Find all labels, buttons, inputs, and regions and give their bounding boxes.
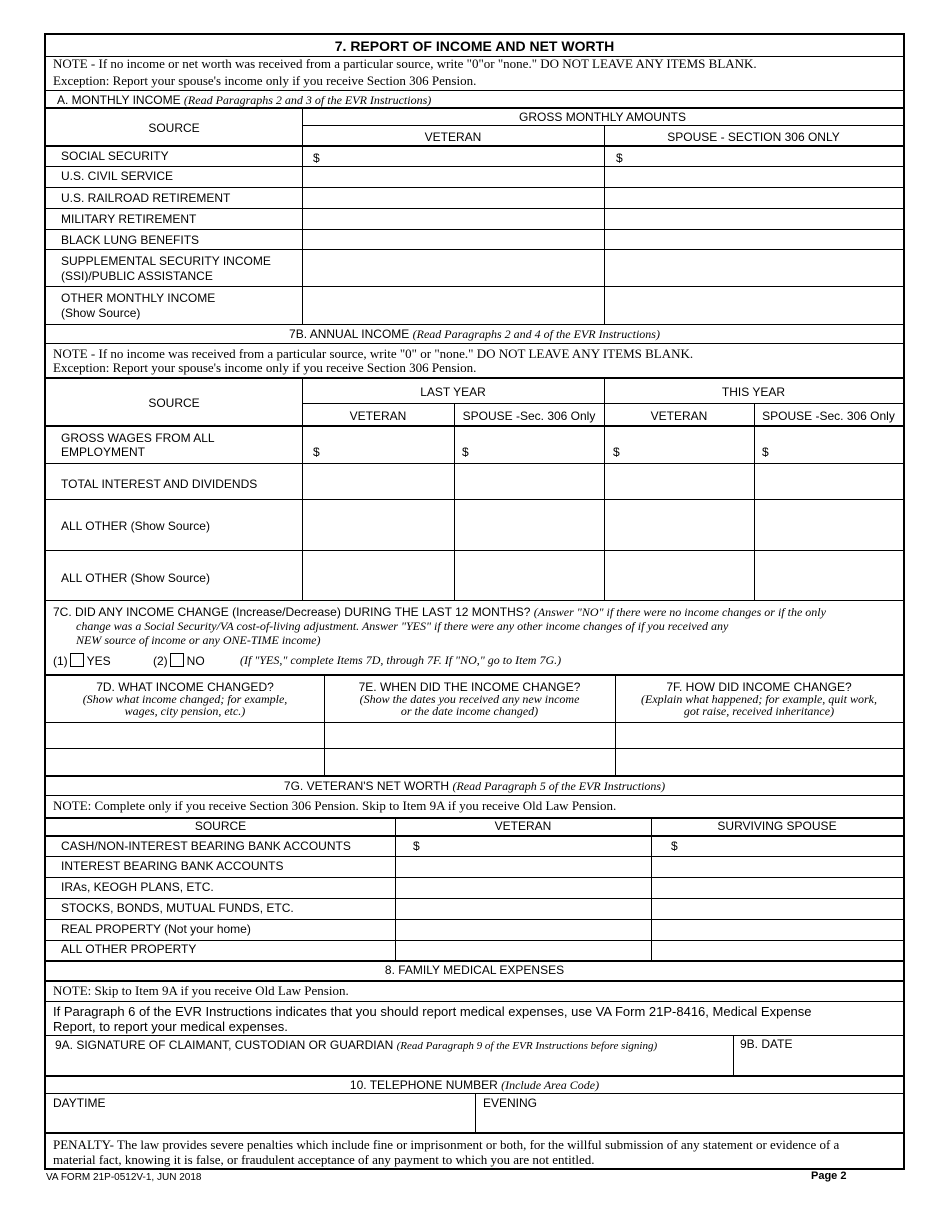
daytime-phone-field[interactable]: [46, 1109, 475, 1131]
item-7f-sub2: got raise, received inheritance): [683, 704, 835, 718]
section-title: 7. REPORT OF INCOME AND NET WORTH: [334, 38, 615, 54]
income-net-worth-form: [44, 33, 905, 1170]
annual-row-other-2: ALL OTHER (Show Source): [61, 571, 210, 585]
item-7d-sub1: (Show what income changed; for example,: [82, 692, 288, 706]
item-7f-title: 7F. HOW DID INCOME CHANGE?: [666, 680, 852, 694]
signature-label: 9A. SIGNATURE OF CLAIMANT, CUSTODIAN OR GUARDIAN (Read Paragraph 9 of the EVR Instructions before signing): [55, 1038, 658, 1052]
penalty-line1: PENALTY- The law provides severe penalties which include fine or imprisonment or both, for the willful submission of any statement or evidence of a: [53, 1137, 840, 1152]
no-option[interactable]: (2) NO: [153, 654, 205, 668]
annual-row-wages-line2: EMPLOYMENT: [61, 445, 146, 459]
yes-option[interactable]: (1) YES: [53, 654, 111, 668]
annual-dollar-2: $: [462, 445, 469, 459]
monthly-veteran-header: VETERAN: [424, 130, 482, 144]
item-7d-sub2: wages, city pension, etc.): [124, 704, 246, 718]
item-7e-title: 7E. WHEN DID THE INCOME CHANGE?: [358, 680, 581, 694]
daytime-label: DAYTIME: [53, 1096, 106, 1110]
this-year-header: THIS YEAR: [721, 385, 786, 399]
gross-monthly-header: GROSS MONTHLY AMOUNTS: [519, 110, 686, 124]
net-worth-row-cash: CASH/NON-INTEREST BEARING BANK ACCOUNTS: [61, 839, 351, 853]
income-change-instruction: (If "YES," complete Items 7D, through 7F. If "NO," go to Item 7G.): [240, 653, 562, 667]
page-number: Page 2: [811, 1170, 847, 1182]
medical-heading: 8. FAMILY MEDICAL EXPENSES: [384, 963, 565, 977]
monthly-row-ssi-line2: (SSI)/PUBLIC ASSISTANCE: [61, 269, 213, 283]
net-worth-row-interest: INTEREST BEARING BANK ACCOUNTS: [61, 859, 284, 873]
annual-dollar-4: $: [762, 445, 769, 459]
monthly-row-social-security: SOCIAL SECURITY: [61, 149, 169, 163]
net-worth-source-header: SOURCE: [194, 819, 247, 833]
net-worth-note: NOTE: Complete only if you receive Section 306 Pension. Skip to Item 9A if you receive Old Law Pension.: [53, 798, 617, 813]
monthly-row-black-lung: BLACK LUNG BENEFITS: [61, 233, 200, 247]
yes-checkbox[interactable]: [70, 653, 84, 667]
form-id: VA FORM 21P-0512V-1, JUN 2018: [46, 1172, 202, 1183]
monthly-source-header: SOURCE: [148, 121, 200, 135]
last-year-header: LAST YEAR: [420, 385, 486, 399]
item-7e-sub2: or the date income changed): [400, 704, 539, 718]
medical-note: NOTE: Skip to Item 9A if you receive Old Law Pension.: [53, 983, 349, 998]
net-worth-veteran-header: VETERAN: [494, 819, 552, 833]
evening-phone-field[interactable]: [476, 1109, 903, 1131]
penalty-line2: material fact, knowing it is false, or fraudulent acceptance of any payment to which you are not entitled.: [53, 1152, 595, 1167]
section-note-line1: NOTE - If no income or net worth was received from a particular source, write "0"or "none." DO NOT LEAVE ANY ITEMS BLANK.: [53, 56, 757, 71]
net-worth-spouse-header: SURVIVING SPOUSE: [717, 819, 837, 833]
net-worth-row-ira: IRAs, KEOGH PLANS, ETC.: [61, 880, 214, 894]
item-7e-sub1: (Show the dates you received any new income: [359, 692, 580, 706]
net-worth-row-real-property: REAL PROPERTY (Not your home): [61, 922, 251, 936]
no-checkbox[interactable]: [170, 653, 184, 667]
last-year-spouse-header: SPOUSE -Sec. 306 Only: [462, 409, 596, 423]
monthly-veteran-dollar: $: [313, 151, 320, 165]
date-label: 9B. DATE: [740, 1037, 793, 1051]
item-7d-title: 7D. WHAT INCOME CHANGED?: [96, 680, 274, 694]
net-worth-row-other: ALL OTHER PROPERTY: [61, 942, 197, 956]
annual-income-heading: 7B. ANNUAL INCOME (Read Paragraphs 2 and 4 of the EVR Instructions): [289, 327, 660, 341]
monthly-row-ssi-line1: SUPPLEMENTAL SECURITY INCOME: [61, 254, 271, 268]
income-change-question-line2: change was a Social Security/VA cost-of-living adjustment. Answer "YES" if there were any other income changes of if you received any: [76, 619, 729, 633]
monthly-row-other-line2: (Show Source): [61, 306, 141, 320]
annual-source-header: SOURCE: [148, 396, 200, 410]
medical-text-line2: Report, to report your medical expenses.: [53, 1019, 288, 1034]
income-change-question-line3: NEW source of income or any ONE-TIME income): [76, 633, 321, 647]
annual-note-line1: NOTE - If no income was received from a particular source, write "0" or "none." DO NOT LEAVE ANY ITEMS BLANK.: [53, 346, 694, 361]
annual-row-wages-line1: GROSS WAGES FROM ALL: [61, 431, 215, 445]
net-worth-row-stocks: STOCKS, BONDS, MUTUAL FUNDS, ETC.: [61, 901, 294, 915]
this-year-veteran-header: VETERAN: [650, 409, 708, 423]
monthly-income-heading: A. MONTHLY INCOME (Read Paragraphs 2 and 3 of the EVR Instructions): [57, 93, 432, 107]
monthly-row-other-line1: OTHER MONTHLY INCOME: [61, 291, 216, 305]
annual-dollar-3: $: [613, 445, 620, 459]
this-year-spouse-header: SPOUSE -Sec. 306 Only: [762, 409, 895, 423]
annual-dollar-1: $: [313, 445, 320, 459]
income-change-question: 7C. DID ANY INCOME CHANGE (Increase/Decrease) DURING THE LAST 12 MONTHS? (Answer "NO" if there were no income changes or if the only: [53, 605, 826, 619]
net-worth-heading: 7G. VETERAN'S NET WORTH (Read Paragraph 5 of the EVR Instructions): [283, 779, 666, 793]
annual-row-interest: TOTAL INTEREST AND DIVIDENDS: [61, 477, 258, 491]
annual-row-other-1: ALL OTHER (Show Source): [61, 519, 210, 533]
date-field[interactable]: [734, 1051, 903, 1075]
monthly-spouse-header: SPOUSE - SECTION 306 ONLY: [667, 130, 840, 144]
item-7f-sub1: (Explain what happened; for example, quit work,: [641, 692, 877, 706]
monthly-row-civil-service: U.S. CIVIL SERVICE: [61, 169, 174, 183]
evening-label: EVENING: [483, 1096, 538, 1110]
signature-field[interactable]: [46, 1051, 733, 1075]
telephone-heading: 10. TELEPHONE NUMBER (Include Area Code): [349, 1078, 600, 1092]
medical-text-line1: If Paragraph 6 of the EVR Instructions indicates that you should report medical expenses, use VA Form 21P-8416, Medical Expense: [53, 1004, 812, 1019]
monthly-row-military: MILITARY RETIREMENT: [61, 212, 197, 226]
annual-note-line2: Exception: Report your spouse's income only if you receive Section 306 Pension.: [53, 360, 477, 375]
last-year-veteran-header: VETERAN: [349, 409, 407, 423]
monthly-spouse-dollar: $: [616, 151, 623, 165]
section-note-line2: Exception: Report your spouse's income only if you receive Section 306 Pension.: [53, 73, 477, 88]
monthly-row-railroad: U.S. RAILROAD RETIREMENT: [61, 191, 231, 205]
net-worth-spouse-dollar: $: [671, 839, 678, 853]
net-worth-veteran-dollar: $: [413, 839, 420, 853]
